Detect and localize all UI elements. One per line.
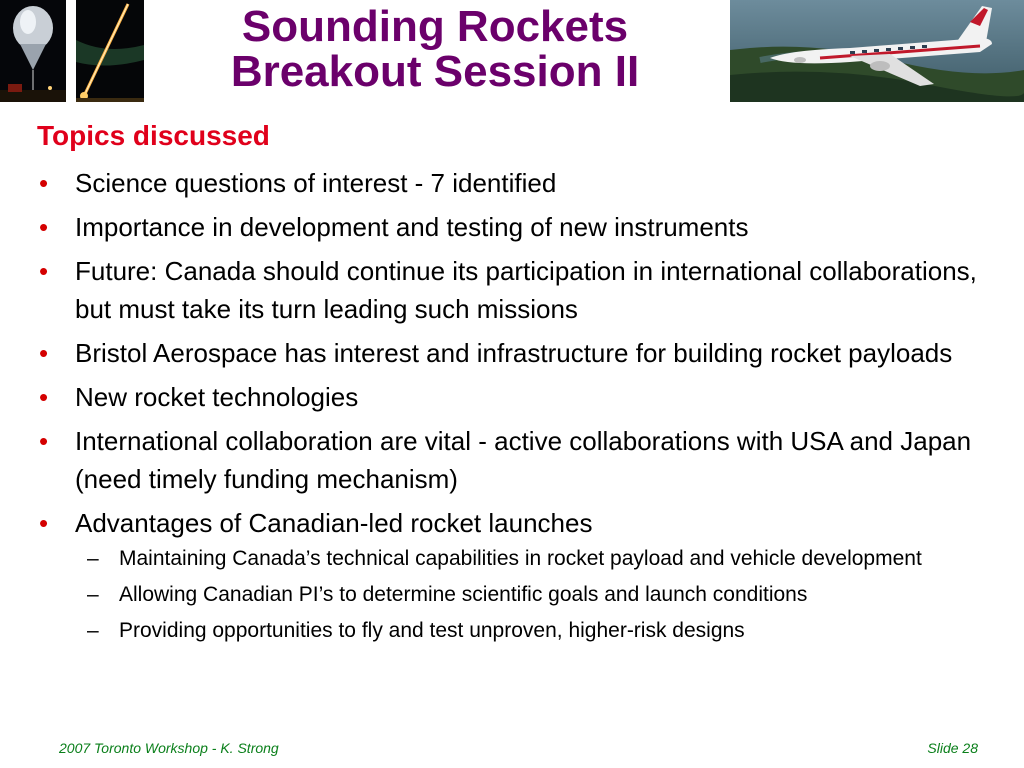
sub-bullet-text: Allowing Canadian PI’s to determine scientific goals and launch conditions [119,583,808,606]
bullet-list [37,164,1007,652]
bullet-dot-icon: • [39,256,49,286]
bullet-dot-icon: • [39,168,49,198]
bullet-item [37,208,1007,246]
bullet-dot-icon: • [39,338,49,368]
slide-number: Slide 28 [927,740,978,756]
bullet-dot-icon: • [39,212,49,242]
slide-title [150,4,720,94]
bullet-item [37,422,1007,498]
bullet-text: Bristol Aerospace has interest and infrastructure for building rocket payloads [75,338,953,368]
bullet-text: International collaboration are vital - active collaborations with USA and Japan (need timely funding mechanism) [75,426,972,494]
dash-icon: – [87,583,99,606]
dash-icon: – [87,547,99,570]
bullet-dot-icon: • [39,382,49,412]
rocket-launch-photo [76,0,144,102]
sub-bullet-item [75,580,1007,610]
bullet-text: Importance in development and testing of new instruments [75,212,749,242]
section-heading: Topics discussed [37,120,270,151]
dash-icon: – [87,619,99,642]
bullet-dot-icon: • [39,426,49,456]
slide-title-line-1: Sounding Rockets [241,2,629,51]
bullet-item [37,252,1007,328]
slide-title-line-2: Breakout Session II [230,47,640,96]
bullet-item [37,334,1007,372]
footer-credit: 2007 Toronto Workshop - K. Strong [59,740,279,756]
bullet-text: Advantages of Canadian-led rocket launches [75,508,593,538]
sub-bullet-item [75,544,1007,574]
sub-bullet-list [75,544,1007,646]
research-aircraft-photo [730,0,1024,102]
bullet-text: New rocket technologies [75,382,359,412]
balloon-launch-photo [0,0,66,102]
sub-bullet-item [75,616,1007,646]
bullet-text: Science questions of interest - 7 identified [75,168,557,198]
bullet-item [37,164,1007,202]
bullet-item [37,504,1007,646]
bullet-item [37,378,1007,416]
bullet-text: Future: Canada should continue its participation in international collaborations, but must take its turn leading such missions [75,256,977,324]
sub-bullet-text: Maintaining Canada’s technical capabilities in rocket payload and vehicle development [119,547,922,570]
bullet-dot-icon: • [39,508,49,538]
sub-bullet-text: Providing opportunities to fly and test unproven, higher-risk designs [119,619,745,642]
